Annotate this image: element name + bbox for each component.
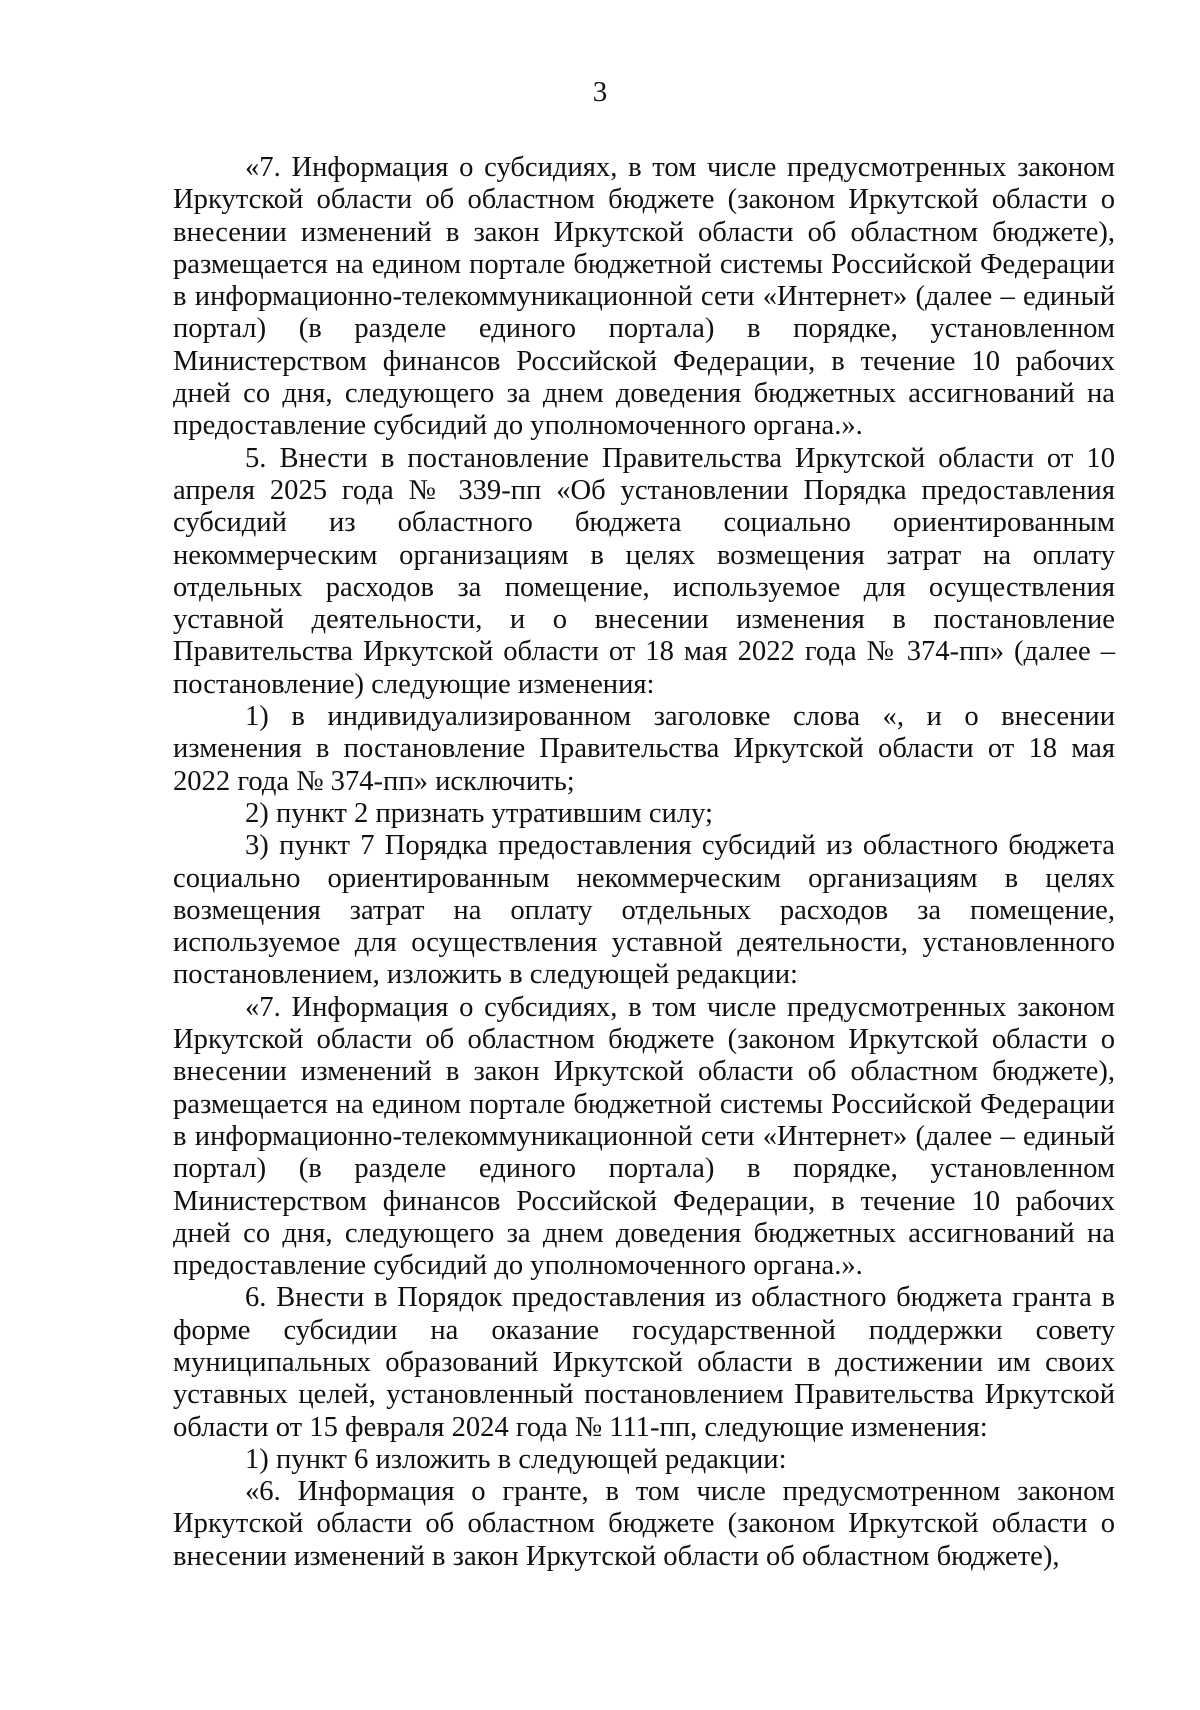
document-body <box>173 152 1115 1573</box>
paragraph-quote-7-subsidies: «7. Информация о субсидиях, в том числе предусмотренных законом Иркутской области об областном бюджете (законом Иркутской области о внесении изменений в закон Иркутской области об областном бюджете), размещается на едином портале бюджетной системы Российской Федерации в информационно-телекоммуникационной сети «Интернет» (далее – единый портал) (в разделе единого портала) в порядке, установленном Министерством финансов Российской Федерации, в течение 10 рабочих дней со дня, следующего за днем доведения бюджетных ассигнований на предоставление субсидий до уполномоченного органа.». <box>173 152 1115 442</box>
paragraph-item-5: 5. Внести в постановление Правительства Иркутской области от 10 апреля 2025 года № 339-пп «Об установлении Порядка предоставления субсидий из областного бюджета социально ориентированным некоммерческим организациям в целях возмещения затрат на оплату отдельных расходов за помещение, используемое для осуществления уставной деятельности, и о внесении изменения в постановление Правительства Иркутской области от 18 мая 2022 года № 374-пп» (далее – постановление) следующие изменения: <box>173 442 1115 700</box>
paragraph-item-6: 6. Внести в Порядок предоставления из областного бюджета гранта в форме субсидии на оказание государственной поддержки совету муниципальных образований Иркутской области в достижении им своих уставных целей, установленный постановлением Правительства Иркутской области от 15 февраля 2024 года № 111-пп, следующие изменения: <box>173 1282 1115 1443</box>
paragraph-subitem-3: 3) пункт 7 Порядка предоставления субсидий из областного бюджета социально ориентированным некоммерческим организациям в целях возмещения затрат на оплату отдельных расходов за помещение, используемое для осуществления уставной деятельности, установленного постановлением, изложить в следующей редакции: <box>173 830 1115 991</box>
paragraph-subitem-2: 2) пункт 2 признать утратившим силу; <box>245 797 713 829</box>
paragraph-subitem-1: 1) в индивидуализированном заголовке слова «, и о внесении изменения в постановление Правительства Иркутской области от 18 мая 2022 года № 374-пп» исключить; <box>173 701 1115 797</box>
paragraph-item-6-subitem-1: 1) пункт 6 изложить в следующей редакции: <box>245 1443 787 1475</box>
paragraph-quote-7-subsidies-repeat: «7. Информация о субсидиях, в том числе предусмотренных законом Иркутской области об областном бюджете (законом Иркутской области о внесении изменений в закон Иркутской области об областном бюджете), размещается на едином портале бюджетной системы Российской Федерации в информационно-телекоммуникационной сети «Интернет» (далее – единый портал) (в разделе единого портала) в порядке, установленном Министерством финансов Российской Федерации, в течение 10 рабочих дней со дня, следующего за днем доведения бюджетных ассигнований на предоставление субсидий до уполномоченного органа.». <box>173 991 1115 1282</box>
page-number: 3 <box>592 76 608 108</box>
paragraph-quote-6-grant: «6. Информация о гранте, в том числе предусмотренном законом Иркутской области об областном бюджете (законом Иркутской области о внесении изменений в закон Иркутской области об областном бюджете), <box>173 1476 1115 1572</box>
